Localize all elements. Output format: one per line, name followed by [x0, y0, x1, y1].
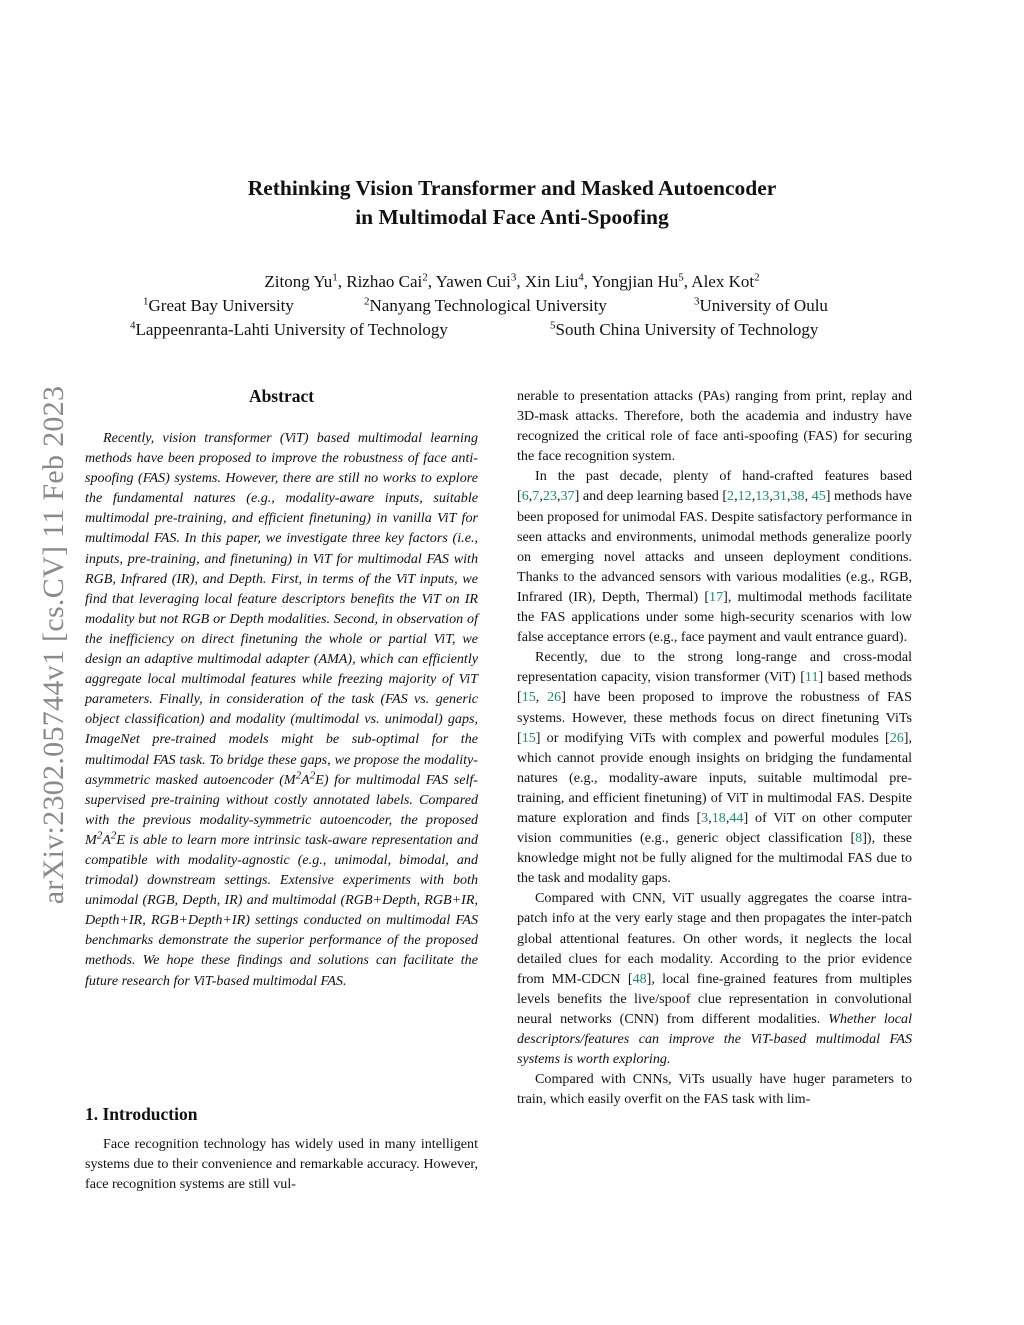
title-line-2: in Multimodal Face Anti-Spoofing	[355, 205, 669, 229]
citation-link[interactable]: 26	[889, 729, 904, 746]
citation-link[interactable]: 45	[811, 488, 826, 505]
affil-name: University of Oulu	[699, 296, 828, 315]
citation-link[interactable]: 8	[855, 830, 863, 847]
citation-link[interactable]: 38	[790, 488, 805, 505]
affiliation-4	[130, 318, 448, 342]
emphasized-text: Whether local descriptors/features can improve the ViT-based multimodal FAS systems is worth exploring.	[517, 1010, 913, 1068]
text: ] methods have been proposed for unimodal FAS. Despite satisfactory performance in seen attacks and environments, unimodal methods generalize poorly on emerging novel attacks and unseen deployment conditions. Thanks to the advanced sensors with various modalities (e.g., RGB, Infrared (IR), Depth, Thermal) [	[517, 488, 912, 605]
citation-link[interactable]: 17	[709, 588, 724, 605]
affil-name: South China University of Technology	[555, 320, 819, 339]
author-name: Zitong Yu	[264, 272, 333, 291]
author-affil-mark: 2	[754, 271, 760, 284]
paper-title	[0, 174, 1024, 232]
text: ], local fine-grained features from multiples levels benefits the live/spoof clue representation in convolutional neural networks (CNN) from different modalities.	[517, 970, 912, 1027]
affiliation-5	[550, 318, 818, 342]
citation-link[interactable]: 2	[727, 488, 735, 505]
abstract-sup: 2	[309, 768, 316, 781]
affil-name: Lappeenranta-Lahti University of Technology	[135, 320, 448, 339]
paragraph: In the past decade, plenty of hand-crafted features based [6,7,23,37] and deep learning based [2,12,13,31,38, 45] methods have been proposed for unimodal FAS. Despite satisfactory performance in seen attacks and environments, unimodal methods generalize poorly on emerging novel attacks and unseen deployment conditions. Thanks to the advanced sensors with various modalities (e.g., RGB, Infrared (IR), Depth, Thermal) [17], multimodal methods facilitate the FAS applications under some high-security scenarios with low false acceptance errors (e.g., face payment and vault entrance guard).	[517, 468, 913, 646]
abstract-sup: 2	[96, 829, 103, 842]
citation-link[interactable]: 31	[772, 488, 787, 505]
author-affil-mark: 3	[510, 271, 517, 284]
affiliation-2	[364, 294, 607, 318]
text: ] and deep learning based [	[574, 488, 728, 505]
author-name: Yawen Cui	[435, 272, 511, 291]
abstract-text: Recently, vision transformer (ViT) based multimodal learning methods have been proposed to improve the robustness of face anti-spoofing (FAS) systems. However, there are still no works to explore the fundamental natures (e.g., modality-aware inputs, suitable multimodal pre-training, and efficient finetuning) in vanilla ViT for multimodal FAS. In this paper, we investigate three key factors (i.e., inputs, pre-training, and finetuning) in ViT for multimodal FAS with RGB, Infrared (IR), and Depth. First, in terms of the ViT inputs, we find that leveraging local feature descriptors benefits the ViT on IR modality but not RGB or Depth modalities. Second, in observation of the inefficiency on direct finetuning the whole or partial ViT, we design an adaptive multimodal adapter (AMA), which can efficiently aggregate local multimodal features while freezing majority of ViT parameters. Finally, in consideration of the task (FAS vs. generic object classification) and modality (multimodal vs. unimodal) gaps, ImageNet pre-trained models might be sub-optimal for the multimodal FAS task. To bridge these gaps, we propose the modality-asymmetric masked autoencoder (M	[85, 430, 478, 788]
text: Compared with CNN, ViT usually aggregates the coarse intra-patch info at the very early stage and then propagates the inter-patch global attentional features. On other words, it neglects the local detailed clues for each modality. According to the prior evidence from MM-CDCN [	[517, 890, 912, 987]
author-affil-mark: 1	[332, 271, 338, 284]
title-line-1: Rethinking Vision Transformer and Masked Autoencoder	[247, 176, 777, 200]
citation-link[interactable]: 15	[521, 689, 536, 706]
affil-name: Great Bay University	[148, 296, 294, 315]
text: ] based methods [	[517, 669, 912, 706]
abstract-sup: 2	[295, 768, 302, 781]
affil-mark: 2	[364, 295, 370, 308]
text: ]), these knowledge might not be fully aligned for the multimodal FAS due to the task and modality gaps.	[517, 830, 912, 887]
author-affil-mark: 2	[422, 271, 428, 284]
abstract-text: E is able to learn more intrinsic task-aware representation and compatible with modality-agnostic (e.g., unimodal, bimodal, and trimodal) downstream settings. Extensive experiments with both unimodal (RGB, Depth, IR) and multimodal (RGB+Depth, RGB+IR, Depth+IR, RGB+Depth+IR) settings conducted on multimodal FAS benchmarks demonstrate the superior performance of the proposed methods. We hope these findings and solutions can facilitate the future research for ViT-based multimodal FAS.	[85, 831, 478, 989]
paragraph	[517, 888, 912, 1069]
section-heading-introduction: 1. Introduction	[85, 1104, 198, 1124]
paragraph: nerable to presentation attacks (PAs) ranging from print, replay and 3D-mask attacks. Therefore, both the academia and industry have recognized the critical role of face anti-spoofing (FAS) for securing the face recognition system.	[517, 388, 912, 465]
author-list: Zitong Yu$^1$, Rizhao Cai$^2$, Yawen Cui$^3$, Xin Liu$^4$, Yongjian Hu$^5$, Alex Kot$^2$	[264, 271, 760, 291]
citation-link[interactable]: 15	[521, 729, 536, 746]
citation-link[interactable]: 18	[711, 809, 726, 826]
paragraph: Compared with CNNs, ViTs usually have huger parameters to train, which easily overfit on the FAS task with lim-	[517, 1071, 912, 1108]
citation-link[interactable]: 26	[547, 689, 562, 706]
text: ] have been proposed to improve the robustness of FAS systems. However, these methods focus on direct finetuning ViTs [	[517, 689, 912, 746]
author-name: Rizhao Cai	[346, 272, 423, 291]
arxiv-side-stamp	[34, 350, 74, 940]
abstract-text: A	[102, 831, 111, 848]
citation-link[interactable]: 12	[737, 488, 752, 505]
citation-link[interactable]: 23	[542, 488, 557, 505]
citation-link[interactable]: 44	[729, 809, 744, 826]
affil-mark: 1	[143, 295, 149, 308]
text: ], multimodal methods facilitate the FAS applications under some high-security scenarios with low false acceptance errors (e.g., face payment and vault entrance guard).	[517, 588, 913, 646]
author-name: Yongjian Hu	[591, 272, 679, 291]
arxiv-id-text: arXiv:2302.05744v1 [cs.CV] 11 Feb 2023	[37, 385, 70, 905]
affil-name: Nanyang Technological University	[369, 296, 607, 315]
affil-mark: 3	[694, 295, 700, 308]
citation-link[interactable]: 3	[701, 809, 709, 826]
citation-link[interactable]: 48	[632, 970, 647, 987]
paragraph: Recently, due to the strong long-range and cross-modal representation capacity, vision transformer (ViT) [11] based methods [15, 26] have been proposed to improve the robustness of FAS systems. However, these methods focus on direct finetuning ViTs [15] or modifying ViTs with complex and powerful modules [26], which cannot provide enough insights on bridging the fundamental natures (e.g., modality-aware inputs, suitable multimodal pre-training, and efficient finetuning) of ViT in multimodal FAS. Despite mature exploration and finds [3,18,44] of ViT on other computer vision communities (e.g., generic object classification [8]), these knowledge might not be fully aligned for the multimodal FAS due to the task and modality gaps.	[517, 649, 912, 887]
text: Recently, due to the strong long-range and cross-modal representation capacity, vision transformer (ViT) [	[517, 649, 912, 686]
author-name: Xin Liu	[524, 272, 579, 291]
abstract-sup: 2	[110, 829, 117, 842]
citation-link[interactable]: 7	[532, 488, 540, 505]
affil-mark: 4	[130, 319, 136, 332]
author-name: Alex Kot	[691, 272, 755, 291]
affiliation-1	[143, 294, 294, 318]
citation-link[interactable]: 37	[560, 488, 575, 505]
abstract-body	[85, 428, 478, 991]
citation-link[interactable]: 6	[521, 488, 529, 505]
intro-paragraph: Face recognition technology has widely used in many intelligent systems due to their convenience and remarkable accuracy. However, face recognition systems are still vul-	[85, 1136, 478, 1193]
author-affil-mark: 5	[678, 271, 684, 284]
abstract-heading: Abstract	[248, 386, 315, 406]
right-column	[517, 386, 912, 1109]
text: ] of ViT on other computer vision communities (e.g., generic object classification [	[517, 809, 912, 847]
abstract-text: E) for multimodal FAS self-supervised pre-training without costly annotated labels. Compared with the previous modality-symmetric autoencoder, the proposed M	[85, 771, 478, 848]
text: In the past decade, plenty of hand-crafted features based [	[517, 468, 912, 505]
citation-link[interactable]: 11	[804, 669, 819, 686]
text: ] or modifying ViTs with complex and powerful modules [	[535, 729, 890, 746]
affil-mark: 5	[550, 319, 556, 332]
abstract-text: A	[301, 771, 310, 788]
affiliation-3	[694, 294, 828, 318]
citation-link[interactable]: 13	[755, 488, 770, 505]
author-affil-mark: 4	[578, 271, 584, 284]
text: ], which cannot provide enough insights on bridging the fundamental natures (e.g., modality-aware inputs, suitable multimodal pre-training, and efficient finetuning) of ViT in multimodal FAS. Despite mature exploration and finds [	[517, 729, 912, 826]
